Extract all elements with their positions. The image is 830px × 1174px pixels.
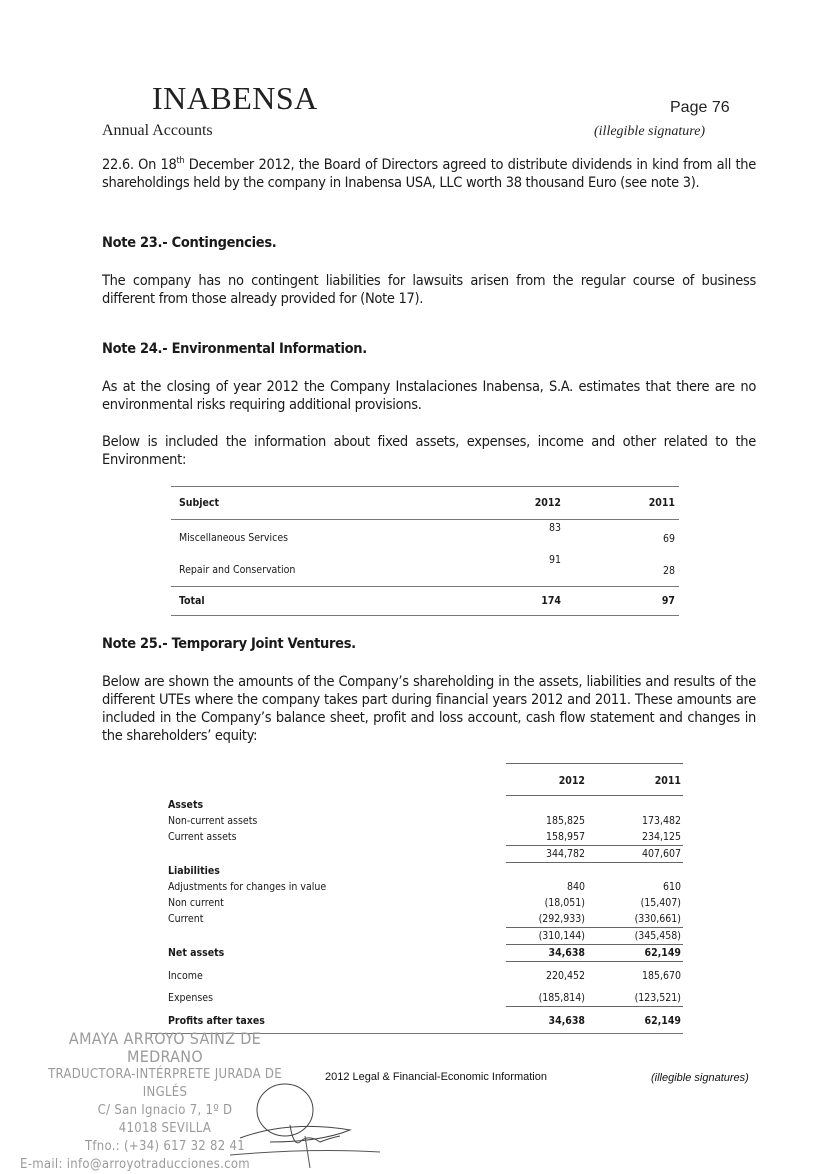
row-value-2011: 234,125: [641, 831, 681, 843]
table-header-row: [171, 487, 679, 519]
note-24-text-2: Below is included the information about fixed assets, expenses, income and other related to the Environment:: [102, 434, 756, 468]
table-row: [168, 879, 683, 895]
note-24-heading: Note 24.- Environmental Information.: [102, 341, 367, 357]
table-rule: [506, 763, 683, 764]
liabilities-total-2011: (345,458): [634, 930, 681, 942]
total-2011: 97: [661, 595, 675, 607]
row-value-2011: 28: [662, 565, 675, 577]
total-label: Total: [179, 595, 205, 607]
row-value-2012: 185,825: [545, 815, 585, 827]
row-value-2012: 83: [548, 522, 561, 534]
row-value-2012: (292,933): [538, 913, 585, 925]
profit-2012: 34,638: [548, 1015, 585, 1027]
assets-total-2011: 407,607: [641, 848, 681, 860]
page-number: Page 76: [670, 99, 730, 116]
company-logo: INABENSA: [152, 80, 318, 116]
environmental-table: [171, 486, 679, 616]
stamp-city: 41018 SEVILLA: [118, 1121, 212, 1136]
row-value-2012: (18,051): [544, 897, 585, 909]
note-25-text: Below are shown the amounts of the Company’s shareholding in the assets, liabilities and results of the different UTEs where the company takes part during financial years 2012 and 2011. These amounts are included in the Company’s balance sheet, profit and loss account, cash flow statement and changes in the shareholders’ equity:: [102, 674, 756, 744]
row-label: Repair and Conservation: [179, 564, 296, 576]
table-rule: [171, 615, 679, 616]
stamp-address: C/ San Ignacio 7, 1º D: [97, 1103, 233, 1118]
row-value-2011: (330,661): [634, 913, 681, 925]
header-2012: 2012: [558, 775, 585, 787]
stamp-phone: Tfno.: (+34) 617 32 82 41: [84, 1139, 246, 1154]
stamp-title: TRADUCTORA-INTÉRPRETE JURADA DE INGLÉS: [48, 1067, 282, 1100]
net-assets-row: [168, 945, 683, 961]
para-prefix: 22.6. On 18: [102, 156, 177, 173]
table-rule: [506, 795, 683, 796]
expenses-2012: (185,814): [538, 992, 585, 1004]
ute-body: [168, 797, 683, 1029]
profit-label: Profits after taxes: [168, 1015, 265, 1027]
table-total-row: [171, 587, 679, 615]
header-subject: Subject: [179, 497, 220, 509]
net-assets-2011: 62,149: [644, 947, 681, 959]
row-value-2012: 840: [566, 881, 585, 893]
row-value-2011: 173,482: [641, 815, 681, 827]
table-rule: [506, 961, 683, 962]
row-value-2011: 69: [662, 533, 675, 545]
section-label-liabilities: [168, 863, 683, 879]
net-assets-label: Net assets: [168, 947, 225, 959]
footer-text: 2012 Legal & Financial-Economic Information: [325, 1071, 547, 1083]
row-label: Non-current assets: [168, 815, 258, 827]
note-25-heading: Note 25.- Temporary Joint Ventures.: [102, 636, 356, 652]
profit-2011: 62,149: [644, 1015, 681, 1027]
row-label: Miscellaneous Services: [179, 532, 289, 544]
row-value-2011: 610: [662, 881, 681, 893]
document-subtitle: Annual Accounts: [102, 122, 213, 139]
table-row: [171, 552, 679, 584]
table-row: [168, 829, 683, 845]
row-label: Current assets: [168, 831, 237, 843]
liabilities-total-2012: (310,144): [538, 930, 585, 942]
income-2012: 220,452: [545, 970, 585, 982]
table-rule: [506, 1006, 683, 1007]
profit-row: [168, 1013, 683, 1029]
ute-header-row: [168, 773, 683, 789]
expenses-2011: (123,521): [634, 992, 681, 1004]
table-row: [168, 813, 683, 829]
note-23-text: The company has no contingent liabilities for lawsuits arisen from the regular course of business different from those already provided for (Note 17).: [102, 273, 756, 307]
ordinal-sup: th: [176, 156, 185, 166]
assets-total-2012: 344,782: [545, 848, 585, 860]
row-value-2011: (15,407): [640, 897, 681, 909]
row-label: Adjustments for changes in value: [168, 881, 327, 893]
note-23-heading: Note 23.- Contingencies.: [102, 235, 277, 251]
income-row: [168, 968, 683, 984]
liabilities-total-row: [506, 927, 683, 944]
note-24-text-1: As at the closing of year 2012 the Company Instalaciones Inabensa, S.A. estimates that there are no environmental risks requiring additional provisions.: [102, 379, 756, 413]
table-row: [168, 911, 683, 927]
table-row: [168, 895, 683, 911]
row-value-2012: 91: [548, 554, 561, 566]
paragraph-22-6: [102, 152, 756, 192]
para-rest: December 2012, the Board of Directors agreed to distribute dividends in kind from all the shareholdings held by the company in Inabensa USA, LLC worth 38 thousand Euro (see note 3).: [102, 156, 756, 191]
net-assets-2012: 34,638: [548, 947, 585, 959]
header-2012: 2012: [534, 497, 561, 509]
header-2011: 2011: [648, 497, 675, 509]
stamp-name: AMAYA ARROYO SAINZ DE MEDRANO: [68, 1029, 262, 1066]
income-label: Income: [168, 970, 203, 982]
signature-note: (illegible signature): [594, 124, 706, 139]
footer-signatures: (illegible signatures): [651, 1072, 749, 1084]
header-2011: 2011: [654, 775, 681, 787]
liabilities-label: Liabilities: [168, 865, 220, 877]
table-row: [171, 520, 679, 552]
stamp-email: E-mail: info@arroyotraducciones.com: [20, 1157, 251, 1172]
assets-label: Assets: [168, 799, 204, 811]
row-value-2012: 158,957: [545, 831, 585, 843]
section-label-assets: [168, 797, 683, 813]
expenses-label: Expenses: [168, 992, 214, 1004]
handwritten-signature-icon: [230, 1080, 390, 1170]
row-label: Current: [168, 913, 204, 925]
income-2011: 185,670: [641, 970, 681, 982]
total-2012: 174: [541, 595, 561, 607]
assets-total-row: [506, 845, 683, 862]
expenses-row: [168, 990, 683, 1006]
row-label: Non current: [168, 897, 224, 909]
